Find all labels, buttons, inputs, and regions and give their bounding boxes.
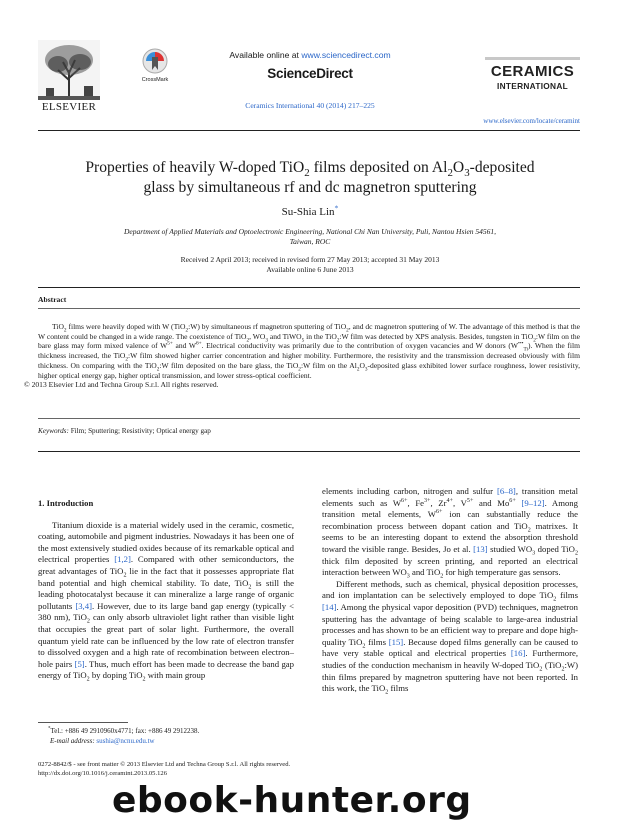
copyright-line: © 2013 Elsevier Ltd and Techna Group S.r.l. All rights reserved.	[24, 380, 219, 390]
footnote-rule	[38, 722, 128, 723]
affiliation: Department of Applied Materials and Optoelectronic Engineering, National Chi Nan University, Puli, Nantou Hsien 54561, Taiwan, ROC	[123, 227, 497, 246]
intro-paragraph-1-cont: elements including carbon, nitrogen and sulfur [6–8], transition metal elements such as $W^{6+}$, $Fe^{3+}$, $Zr^{4+}$, $V^{5+}$ and $Mo^{6+}$ [9–12]. Among transition metal elements, $W^{6+}$ ion can substantially reduce the recombination process between dopant cation and TiO$_2$ matrixes. It seems to be an interesting dopant to extend the absorption threshold toward the visible range. Besides, Jo et al. [13] studied $WO_3$ doped TiO$_2$ thick film deposited by screen printing, and reported an electrical interaction between $WO_3$ and TiO$_2$ for high temperature gas sensors.	[322, 486, 578, 580]
abstract-inner-rule	[38, 308, 580, 309]
sciencedirect-wordmark: ScienceDirect	[267, 66, 353, 81]
ref-3-4-link[interactable]: [3,4]	[75, 600, 92, 611]
front-matter	[38, 760, 458, 778]
author-name: Su-Shia Lin*	[281, 203, 339, 218]
ref-1-2-link[interactable]: [1,2]	[114, 554, 131, 565]
doi-link[interactable]: http://dx.doi.org/10.1016/j.ceramint.2013.05.126	[38, 770, 167, 777]
keywords-rule	[38, 418, 580, 419]
ref-16-link[interactable]: [16]	[510, 648, 526, 659]
abstract-heading: Abstract	[38, 295, 67, 304]
journal-homepage-link[interactable]: www.elsevier.com/locate/ceramint	[483, 117, 580, 125]
body-right-column	[322, 486, 578, 695]
issn-line: 0272-8842/$ - see front matter © 2013 Elsevier Ltd and Techna Group S.r.l. All rights reserved.	[38, 761, 291, 768]
available-prefix: Available online at	[229, 50, 302, 60]
ref-14-link[interactable]: [14]	[322, 601, 337, 612]
ref-5-link[interactable]: [5]	[74, 658, 85, 669]
ref-15-link[interactable]: [15]	[388, 636, 404, 647]
available-online-line	[210, 50, 410, 60]
intro-paragraph-2: Different methods, such as chemical, physical deposition processes, and ion implantation can be selectively employed to dope TiO$_2$ films [14]. Among the physical vapor deposition (PVD) techniques, magnetron sputtering has the advantage of being scalable to large-area industrial processes and has shown to be an efficient way to prepare and dope high-quality TiO$_2$ films [15]. Because doped films generally can be caused to have very stable optical and electrical properties [16]. Furthermore, studies of the conduction mechanism in heavily W-doped TiO$_2$ (TiO$_2$:W) thin films prepared by magnetron sputtering have not been reported. In this work, the TiO$_2$ films	[322, 578, 578, 696]
crossmark-icon[interactable]	[142, 48, 168, 74]
body-left-column	[38, 498, 294, 682]
abstract-top-rule	[38, 287, 580, 288]
ref-13-link[interactable]: [13]	[473, 543, 488, 554]
article-title: Properties of heavily W-doped TiO$_2$ films deposited on $Al_2O_3$-deposited glass by simultaneous rf and dc magnetron sputtering	[85, 159, 535, 196]
author-email-link[interactable]: sushia@ncnu.edu.tw	[96, 737, 155, 745]
sciencedirect-link[interactable]: www.sciencedirect.com	[301, 50, 391, 60]
journal-citation-link[interactable]: Ceramics International 40 (2014) 217–225	[245, 101, 375, 110]
ref-9-12-link[interactable]: [9–12]	[521, 497, 545, 508]
logo-line2: INTERNATIONAL	[496, 81, 569, 91]
crossmark-label: CrossMark	[141, 77, 169, 83]
section-heading-introduction: 1. Introduction	[38, 498, 94, 508]
ref-6-8-link[interactable]: [6–8]	[496, 486, 516, 496]
keywords-list: Film; Sputtering; Resistivity; Optical energy gap	[68, 427, 211, 435]
abstract-text: TiO$_2$ films were heavily doped with W (TiO$_2$:W) by simultaneous rf magnetron sputtering of TiO$_2$, and dc magnetron sputtering of W. The advantage of this method is that the W content could be changed in a wide range. The coexistence of TiO$_2$, $WO_3$ and TiWO$_5$ in the TiO$_2$:W film was detected by XPS analysis. Besides, tungsten in TiO$_2$:W film on the bare glass may form mixed valence of $W^{5+}$ and $W^{6+}$. Electrical conductivity was primarily due to the contribution of oxygen vacancies and W donors $(W^{•••}_{Ti})$. When the film thickness increased, the TiO$_2$:W film showed higher carrier concentration and higher mobility. Furthermore, the resistivity and the transmission decreased obviously with film thickness. On comparing with the TiO$_2$:W film deposited on the bare glass, the TiO$_2$:W film on the $Al_2O_3$-deposited glass exhibited lower surface roughness, lower resistivity, higher optical energy gap, higher optical transmission, and lower stress-optical coefficient. © 2013 Elsevier Ltd and Techna Group S.r.l. All rights reserved.	[24, 322, 581, 390]
author-footnote-mark[interactable]: *	[334, 203, 339, 213]
header-rule	[38, 130, 580, 131]
author-footnote: *Tel.: +886 49 2910960x4771; fax: +886 49 2912238. E-mail address: sushia@ncnu.edu.tw	[48, 726, 200, 745]
ceramics-international-logo	[485, 57, 580, 97]
elsevier-tree-logo	[38, 40, 100, 100]
watermark: ebook-hunter.org	[112, 780, 472, 821]
article-dates: Received 2 April 2013; received in revised form 27 May 2013; accepted 31 May 2013 Available online 6 June 2013	[180, 255, 440, 274]
publisher-name: ELSEVIER	[41, 101, 97, 113]
keywords-label: Keywords:	[38, 427, 69, 435]
logo-bar	[485, 57, 580, 60]
intro-paragraph-1: Titanium dioxide is a material widely used in the ceramic, cosmetic, coating, automobile and pigment industries. Nowadays it has been one of the most extensively studied oxides because of its remarkable optical and electrical properties [1,2]. Compared with other semiconductors, the great advantages of TiO$_2$ lie in the fact that it possesses appropriate flat band potential and high chemical stability. To date, TiO$_2$ is still the leading photocatalyst because it can mineralize a large range of organic pollutants [3,4]. However, due to its large band gap energy (typically < 380 nm), TiO$_2$ can only absorb ultraviolet light rather than visible light that occupies the great part of solar light. Furthermore, the overall quantum yield rate can be influenced by the low rate of electron transfer to dissolved oxygen and a high rate of recombination between electron–hole pairs [5]. Thus, much effort has been made to decrease the band gap energy of TiO$_2$ by doping TiO$_2$ with main group	[38, 519, 294, 684]
body-top-rule	[38, 451, 580, 452]
keywords	[38, 427, 580, 435]
logo-line1: CERAMICS	[490, 63, 575, 80]
